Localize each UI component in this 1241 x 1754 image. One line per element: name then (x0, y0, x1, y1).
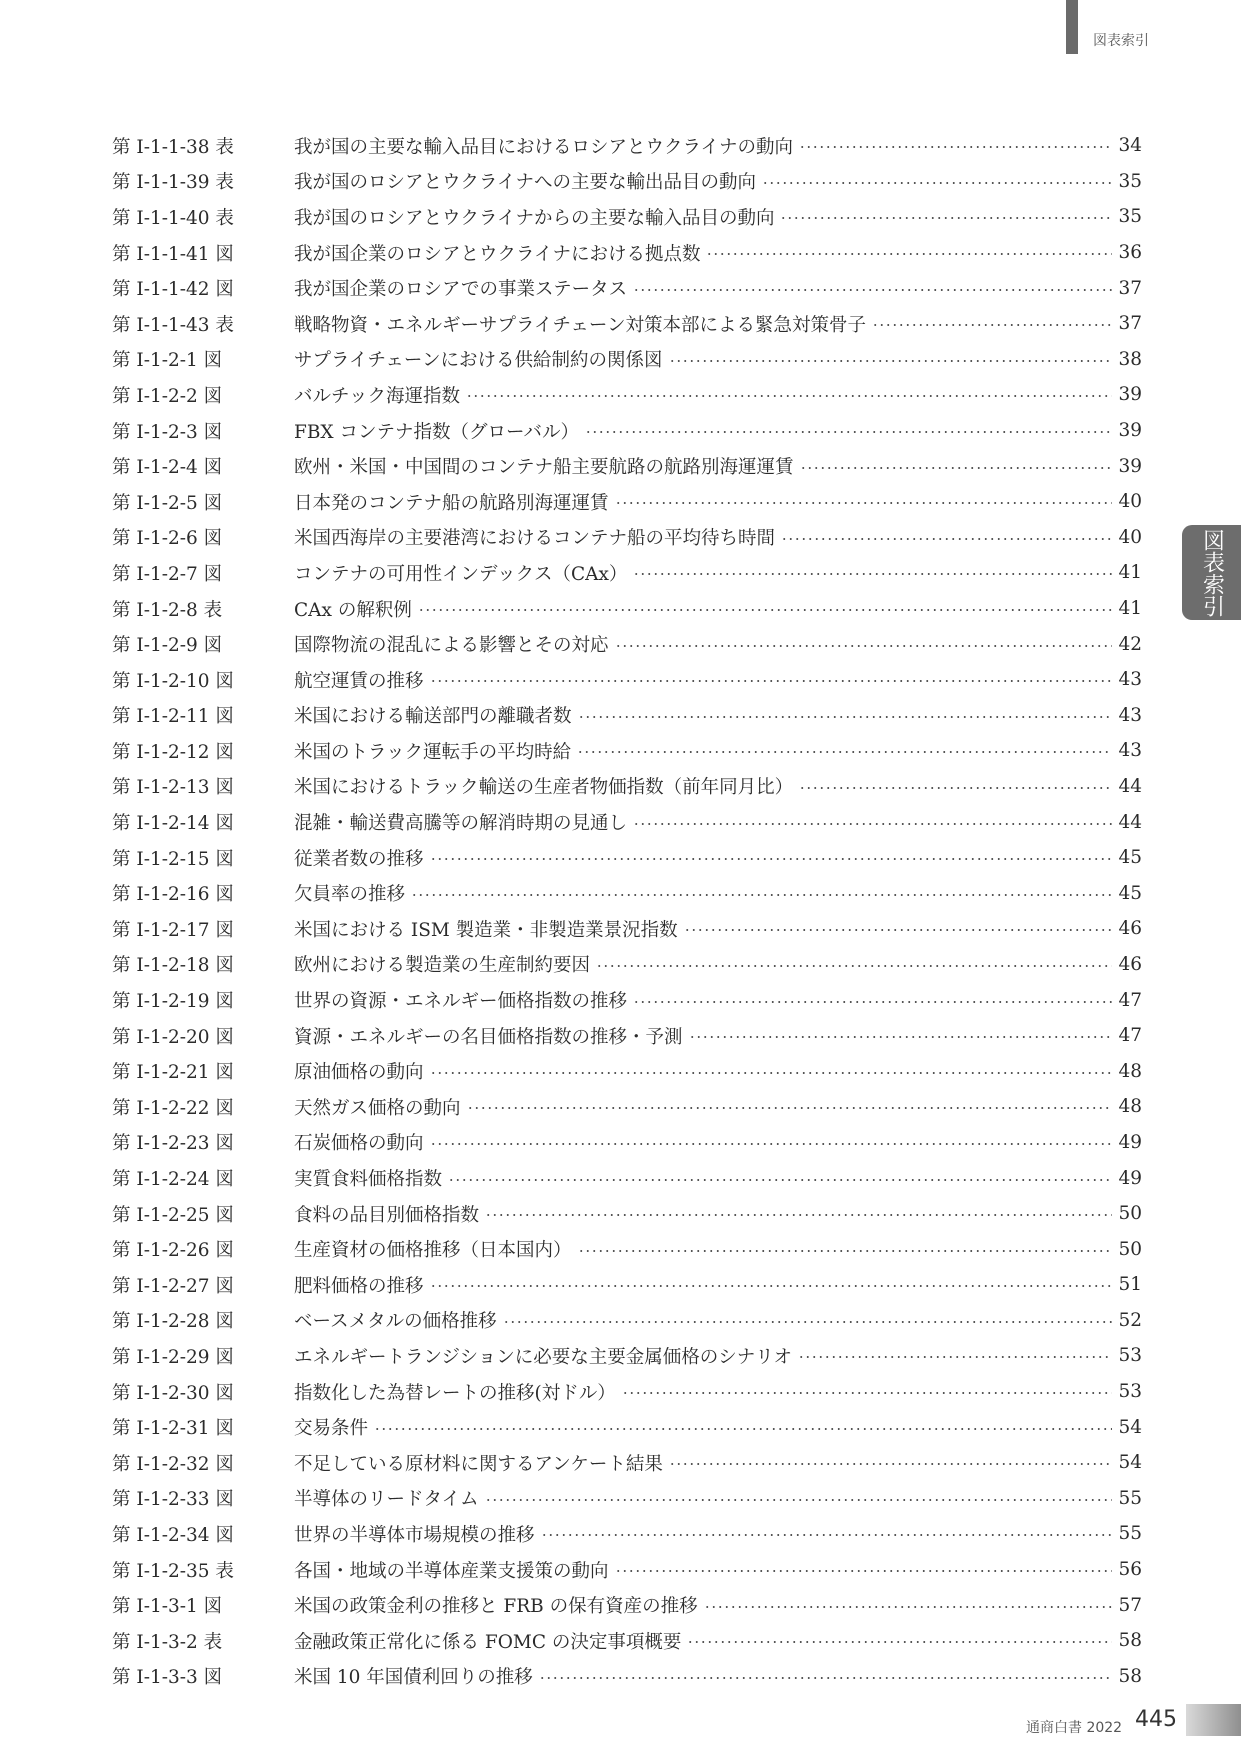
entry-number: 第 I-1-2-35 表 (112, 1560, 234, 1582)
index-entry[interactable] (112, 520, 1142, 556)
footer-accent-bar (1186, 1704, 1241, 1736)
entry-title: 生産資材の価格推移（日本国内） (294, 1240, 572, 1262)
entry-title: ベースメタルの価格推移 (294, 1311, 497, 1333)
entry-page: 43 (1118, 740, 1142, 762)
entry-number: 第 I-1-3-1 図 (112, 1596, 223, 1618)
index-entry[interactable] (112, 733, 1142, 769)
entry-page: 51 (1118, 1274, 1142, 1296)
dot-leader (781, 538, 1112, 540)
dot-leader (799, 146, 1112, 148)
entry-page: 58 (1118, 1665, 1142, 1687)
entry-page: 58 (1118, 1630, 1142, 1652)
entry-number: 第 I-1-2-7 図 (112, 563, 223, 585)
entry-page: 41 (1118, 562, 1142, 584)
dot-leader (430, 1143, 1112, 1145)
entry-title: 米国における輸送部門の離職者数 (294, 706, 572, 728)
entry-title: 混雑・輸送費高騰等の解消時期の見通し (294, 813, 628, 835)
entry-title: 我が国のロシアとウクライナからの主要な輸入品目の動向 (294, 207, 775, 229)
entry-title: 指数化した為替レートの推移(対ドル） (294, 1382, 616, 1404)
index-entry[interactable] (112, 1160, 1142, 1196)
dot-leader (418, 609, 1112, 611)
entry-page: 49 (1118, 1131, 1142, 1153)
dot-leader (633, 289, 1112, 291)
entry-page: 50 (1118, 1238, 1142, 1260)
entry-title: 実質食料価格指数 (294, 1169, 443, 1191)
dot-leader (539, 1677, 1112, 1679)
entry-title: 米国西海岸の主要港湾におけるコンテナ船の平均待ち時間 (294, 528, 776, 550)
index-entry[interactable] (112, 1196, 1142, 1232)
entry-title: CAx の解釈例 (294, 599, 412, 621)
entry-number: 第 I-1-2-22 図 (112, 1097, 234, 1119)
entry-number: 第 I-1-2-16 図 (112, 884, 234, 906)
entry-number: 第 I-1-2-5 図 (112, 492, 223, 514)
entry-title: 米国におけるトラック輸送の生産者物価指数（前年同月比） (294, 777, 794, 799)
entry-number: 第 I-1-2-32 図 (112, 1453, 234, 1475)
dot-leader (706, 253, 1112, 255)
dot-leader (669, 360, 1112, 362)
index-entry[interactable] (112, 1481, 1142, 1517)
dot-leader (577, 751, 1112, 753)
index-entry[interactable] (112, 1374, 1142, 1410)
entry-page: 44 (1118, 811, 1142, 833)
entry-title: 世界の資源・エネルギー価格指数の推移 (294, 991, 628, 1013)
entry-number: 第 I-1-2-9 図 (112, 635, 223, 657)
entry-page: 48 (1118, 1060, 1142, 1082)
dot-leader (615, 502, 1112, 504)
entry-title: 不足している原材料に関するアンケート結果 (294, 1453, 663, 1475)
entry-number: 第 I-1-2-3 図 (112, 421, 223, 443)
entry-page: 41 (1118, 598, 1142, 620)
entry-title: 米国 10 年国債利回りの推移 (294, 1667, 533, 1689)
entry-title: 我が国企業のロシアでの事業ステータス (294, 279, 628, 301)
dot-leader (448, 1179, 1112, 1181)
entry-page: 37 (1118, 313, 1142, 335)
entry-page: 39 (1118, 384, 1142, 406)
entry-title: 資源・エネルギーの名目価格指数の推移・予測 (294, 1026, 683, 1048)
entry-page: 45 (1118, 847, 1142, 869)
entry-number: 第 I-1-2-34 図 (112, 1524, 234, 1546)
index-entry[interactable] (112, 448, 1142, 484)
entry-title: 交易条件 (294, 1418, 369, 1440)
entry-number: 第 I-1-2-13 図 (112, 777, 234, 799)
entry-title: 世界の半導体市場規模の推移 (294, 1524, 535, 1546)
index-entry[interactable] (112, 1303, 1142, 1339)
index-entry[interactable] (112, 1125, 1142, 1161)
entry-number: 第 I-1-2-8 表 (112, 599, 223, 621)
entry-page: 47 (1118, 989, 1142, 1011)
entry-number: 第 I-1-2-19 図 (112, 991, 234, 1013)
index-entry[interactable] (112, 875, 1142, 911)
entry-title: 天然ガス価格の動向 (294, 1097, 461, 1119)
entry-title: バルチック海運指数 (294, 385, 460, 407)
index-entry[interactable] (112, 1552, 1142, 1588)
entry-page: 39 (1118, 420, 1142, 442)
index-entry[interactable] (112, 1623, 1142, 1659)
entry-title: 食料の品目別価格指数 (294, 1204, 480, 1226)
entry-title: 国際物流の混乱による影響とその対応 (294, 635, 609, 657)
dot-leader (684, 929, 1112, 931)
entry-number: 第 I-1-1-41 図 (112, 243, 234, 265)
entry-number: 第 I-1-2-28 図 (112, 1311, 234, 1333)
entry-title: 航空運賃の推移 (294, 670, 424, 692)
entry-page: 37 (1118, 277, 1142, 299)
entry-page: 35 (1118, 206, 1142, 228)
entry-page: 44 (1118, 775, 1142, 797)
page-number: 445 (1135, 1707, 1177, 1732)
entry-page: 40 (1118, 526, 1142, 548)
entry-title: 欠員率の推移 (294, 884, 406, 906)
entry-title: サプライチェーンにおける供給制約の関係図 (294, 350, 663, 372)
entry-page: 55 (1118, 1487, 1142, 1509)
entry-page: 43 (1118, 704, 1142, 726)
entry-number: 第 I-1-2-25 図 (112, 1204, 234, 1226)
index-entry[interactable] (112, 591, 1142, 627)
dot-leader (411, 894, 1112, 896)
entry-title: 欧州・米国・中国間のコンテナ船主要航路の航路別海運運賃 (294, 457, 794, 479)
entry-title: 各国・地域の半導体産業支援策の動向 (294, 1560, 609, 1582)
dot-leader (622, 1392, 1112, 1394)
entry-number: 第 I-1-3-3 図 (112, 1667, 223, 1689)
entry-number: 第 I-1-2-26 図 (112, 1240, 234, 1262)
entry-number: 第 I-1-2-29 図 (112, 1346, 234, 1368)
dot-leader (687, 1641, 1112, 1643)
entry-page: 47 (1118, 1025, 1142, 1047)
index-entry[interactable] (112, 199, 1142, 235)
index-entry[interactable] (112, 1018, 1142, 1054)
dot-leader (615, 645, 1112, 647)
index-entry[interactable] (112, 982, 1142, 1018)
entry-page: 46 (1118, 953, 1142, 975)
entry-page: 52 (1118, 1309, 1142, 1331)
dot-leader (585, 431, 1112, 433)
dot-leader (596, 965, 1112, 967)
entry-page: 56 (1118, 1559, 1142, 1581)
index-entry[interactable] (112, 1445, 1142, 1481)
index-entry[interactable] (112, 235, 1142, 271)
entry-title: 日本発のコンテナ船の航路別海運運賃 (294, 492, 609, 514)
dot-leader (578, 716, 1112, 718)
dot-leader (689, 1036, 1112, 1038)
entry-number: 第 I-1-1-43 表 (112, 314, 234, 336)
entry-page: 46 (1118, 918, 1142, 940)
entry-number: 第 I-1-2-10 図 (112, 670, 234, 692)
index-entry[interactable] (112, 1409, 1142, 1445)
index-entry[interactable] (112, 1516, 1142, 1552)
entry-page: 50 (1118, 1203, 1142, 1225)
entry-number: 第 I-1-2-20 図 (112, 1026, 234, 1048)
entry-number: 第 I-1-2-31 図 (112, 1418, 234, 1440)
entry-page: 49 (1118, 1167, 1142, 1189)
index-entry[interactable] (112, 1267, 1142, 1303)
entry-page: 38 (1118, 348, 1142, 370)
index-entry[interactable] (112, 1338, 1142, 1374)
section-side-tab[interactable] (1182, 525, 1241, 620)
dot-leader (780, 217, 1112, 219)
entry-page: 54 (1118, 1416, 1142, 1438)
dot-leader (762, 182, 1112, 184)
dot-leader (800, 467, 1112, 469)
index-entry[interactable] (112, 1231, 1142, 1267)
dot-leader (430, 680, 1112, 682)
entry-page: 35 (1118, 170, 1142, 192)
index-entry[interactable] (112, 769, 1142, 805)
dot-leader (704, 1606, 1112, 1608)
entry-page: 53 (1118, 1345, 1142, 1367)
entry-number: 第 I-1-2-24 図 (112, 1169, 234, 1191)
entry-title: 欧州における製造業の生産制約要因 (294, 955, 591, 977)
entry-number: 第 I-1-1-38 表 (112, 136, 234, 158)
dot-leader (872, 324, 1112, 326)
entry-title: 金融政策正常化に係る FOMC の決定事項概要 (294, 1631, 682, 1653)
entry-title: FBX コンテナ指数（グローバル） (294, 421, 580, 443)
entry-number: 第 I-1-1-42 図 (112, 279, 234, 301)
entry-title: 従業者数の推移 (294, 848, 424, 870)
entry-number: 第 I-1-2-14 図 (112, 813, 234, 835)
entry-page: 45 (1118, 882, 1142, 904)
index-entry[interactable] (112, 270, 1142, 306)
dot-leader (633, 823, 1112, 825)
index-entry[interactable] (112, 1587, 1142, 1623)
entry-page: 40 (1118, 491, 1142, 513)
dot-leader (578, 1250, 1112, 1252)
dot-leader (485, 1214, 1112, 1216)
entry-page: 36 (1118, 242, 1142, 264)
dot-leader (669, 1463, 1112, 1465)
header-accent-bar (1066, 0, 1078, 54)
index-entry[interactable] (112, 342, 1142, 378)
index-entry[interactable] (112, 128, 1142, 164)
entry-number: 第 I-1-2-15 図 (112, 848, 234, 870)
index-entry[interactable] (112, 698, 1142, 734)
entry-title: 石炭価格の動向 (294, 1133, 424, 1155)
index-entry[interactable] (112, 377, 1142, 413)
entry-title: 米国のトラック運転手の平均時給 (294, 741, 572, 763)
dot-leader (430, 1072, 1112, 1074)
entry-number: 第 I-1-1-39 表 (112, 172, 234, 194)
entry-title: エネルギートランジションに必要な主要金属価格のシナリオ (294, 1346, 793, 1368)
dot-leader (467, 1107, 1112, 1109)
entry-title: 肥料価格の推移 (294, 1275, 424, 1297)
entry-page: 42 (1118, 633, 1142, 655)
entry-number: 第 I-1-2-18 図 (112, 955, 234, 977)
publication-name: 通商白書 2022 (1026, 1720, 1123, 1736)
entry-number: 第 I-1-2-12 図 (112, 741, 234, 763)
entry-title: 米国の政策金利の推移と FRB の保有資産の推移 (294, 1596, 698, 1618)
entry-title: 戦略物資・エネルギーサプライチェーン対策本部による緊急対策骨子 (294, 314, 867, 336)
dot-leader (430, 1285, 1112, 1287)
entry-number: 第 I-1-2-33 図 (112, 1489, 234, 1511)
entry-title: 半導体のリードタイム (294, 1489, 479, 1511)
entry-number: 第 I-1-1-40 表 (112, 207, 234, 229)
entry-title: 米国における ISM 製造業・非製造業景況指数 (294, 919, 678, 941)
index-entry[interactable] (112, 484, 1142, 520)
dot-leader (633, 1001, 1112, 1003)
index-entry[interactable] (112, 1053, 1142, 1089)
entry-number: 第 I-1-2-23 図 (112, 1133, 234, 1155)
entry-page: 57 (1118, 1594, 1142, 1616)
entry-title: 我が国のロシアとウクライナへの主要な輸出品目の動向 (294, 172, 756, 194)
entry-number: 第 I-1-3-2 表 (112, 1631, 223, 1653)
index-entry[interactable] (112, 911, 1142, 947)
entry-title: コンテナの可用性インデックス（CAx） (294, 563, 628, 585)
entry-number: 第 I-1-2-2 図 (112, 385, 223, 407)
index-entry[interactable] (112, 662, 1142, 698)
index-entry[interactable] (112, 164, 1142, 200)
entry-page: 53 (1118, 1381, 1142, 1403)
dot-leader (615, 1570, 1112, 1572)
entry-number: 第 I-1-2-6 図 (112, 528, 223, 550)
index-entry[interactable] (112, 1089, 1142, 1125)
side-tab-label: 図表索引 (1199, 528, 1225, 617)
dot-leader (430, 858, 1112, 860)
dot-leader (466, 395, 1112, 397)
index-entry[interactable] (112, 306, 1142, 342)
dot-leader (374, 1428, 1112, 1430)
running-header: 図表索引 (1093, 33, 1149, 49)
index-entry[interactable] (112, 804, 1142, 840)
entry-page: 43 (1118, 669, 1142, 691)
entry-page: 48 (1118, 1096, 1142, 1118)
index-entry[interactable] (112, 947, 1142, 983)
dot-leader (798, 1356, 1112, 1358)
entry-title: 我が国企業のロシアとウクライナにおける拠点数 (294, 243, 701, 265)
entry-number: 第 I-1-2-4 図 (112, 457, 223, 479)
entry-number: 第 I-1-2-11 図 (112, 706, 234, 728)
dot-leader (485, 1499, 1112, 1501)
dot-leader (633, 573, 1112, 575)
entry-number: 第 I-1-2-27 図 (112, 1275, 234, 1297)
figure-index-list (112, 128, 1142, 1694)
index-entry[interactable] (112, 1659, 1142, 1695)
entry-page: 54 (1118, 1452, 1142, 1474)
entry-number: 第 I-1-2-17 図 (112, 919, 234, 941)
index-entry[interactable] (112, 840, 1142, 876)
index-entry[interactable] (112, 413, 1142, 449)
index-entry[interactable] (112, 626, 1142, 662)
index-entry[interactable] (112, 555, 1142, 591)
entry-title: 我が国の主要な輸入品目におけるロシアとウクライナの動向 (294, 136, 793, 158)
entry-page: 34 (1118, 135, 1142, 157)
entry-number: 第 I-1-2-21 図 (112, 1062, 234, 1084)
entry-page: 39 (1118, 455, 1142, 477)
entry-title: 原油価格の動向 (294, 1062, 424, 1084)
entry-page: 55 (1118, 1523, 1142, 1545)
dot-leader (541, 1534, 1112, 1536)
dot-leader (799, 787, 1112, 789)
entry-number: 第 I-1-2-1 図 (112, 350, 223, 372)
dot-leader (503, 1321, 1112, 1323)
entry-number: 第 I-1-2-30 図 (112, 1382, 234, 1404)
